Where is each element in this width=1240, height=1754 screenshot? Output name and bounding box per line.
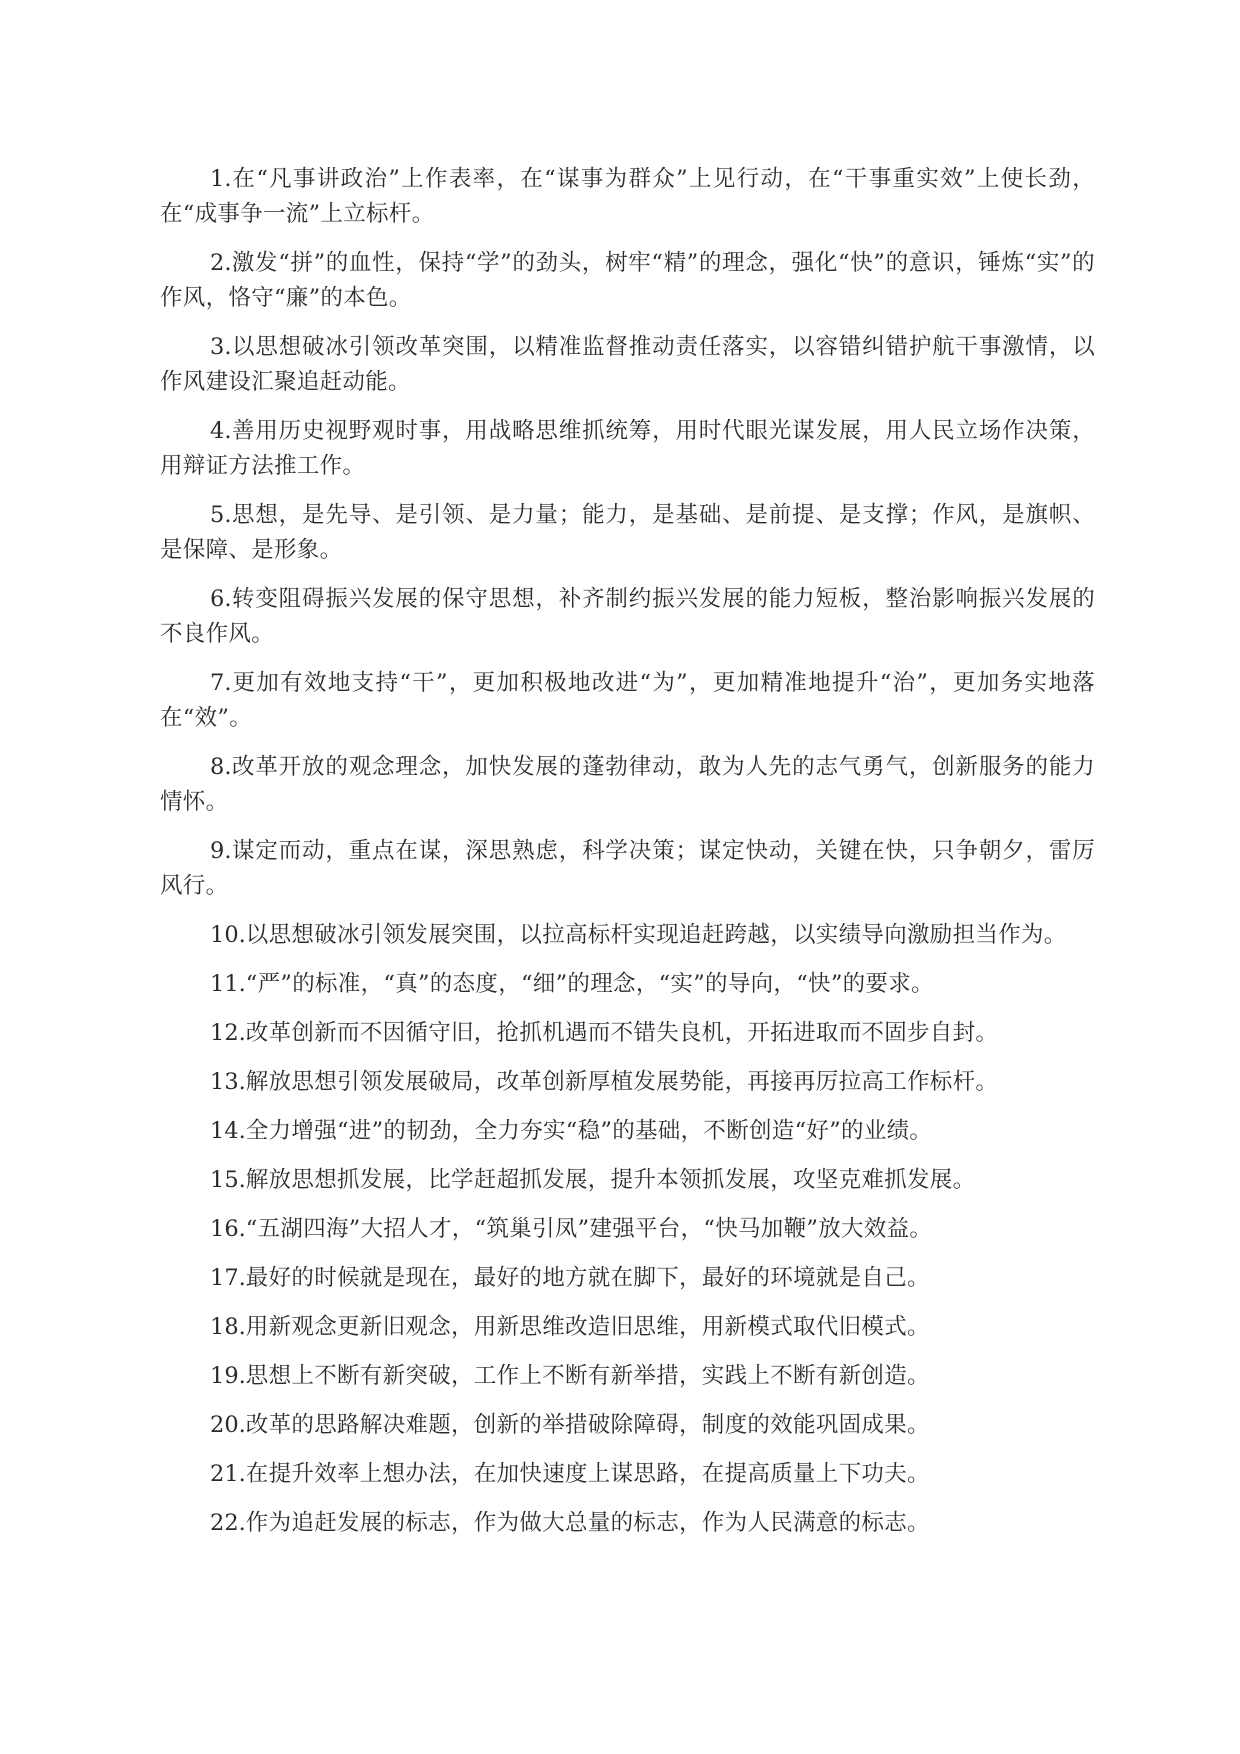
item-number: 10.: [210, 922, 246, 948]
list-item: [160, 246, 1095, 316]
item-text: 改革的思路解决难题，创新的举措破除障碍，制度的效能巩固成果。: [245, 1412, 930, 1438]
item-number: 11.: [210, 971, 246, 997]
list-item: [160, 666, 1095, 736]
item-number: 3.: [210, 334, 232, 360]
list-item: [160, 1359, 1095, 1394]
item-text: 思想，是先导、是引领、是力量；能力，是基础、是前提、是支撑；作风，是旗帜、是保障、是形象。: [160, 502, 1095, 563]
item-text: 改革开放的观念理念，加快发展的蓬勃律动，敢为人先的志气勇气，创新服务的能力情怀。: [160, 754, 1095, 815]
list-item: [160, 498, 1095, 568]
item-number: 14.: [210, 1118, 246, 1144]
list-item: [160, 1408, 1095, 1443]
list-item: [160, 1506, 1095, 1541]
item-number: 1.: [210, 166, 232, 192]
item-text: 在“凡事讲政治”上作表率，在“谋事为群众”上见行动，在“干事重实效”上使长劲，在“成事争一流”上立标杆。: [160, 166, 1095, 227]
item-text: 解放思想引领发展破局，改革创新厚植发展势能，再接再厉拉高工作标杆。: [245, 1069, 999, 1095]
item-number: 6.: [210, 586, 232, 612]
item-number: 7.: [210, 670, 232, 696]
item-number: 17.: [210, 1265, 246, 1291]
item-text: 思想上不断有新突破，工作上不断有新举措，实践上不断有新创造。: [245, 1363, 930, 1389]
list-item: [160, 1457, 1095, 1492]
list-item: [160, 582, 1095, 652]
list-item: [160, 967, 1095, 1002]
item-text: 全力增强“进”的韧劲，全力夯实“稳”的基础，不断创造“好”的业绩。: [245, 1118, 933, 1144]
item-number: 9.: [210, 838, 232, 864]
item-text: 转变阻碍振兴发展的保守思想，补齐制约振兴发展的能力短板，整治影响振兴发展的不良作风。: [160, 586, 1095, 647]
item-number: 13.: [210, 1069, 246, 1095]
item-text: 善用历史视野观时事，用战略思维抓统筹，用时代眼光谋发展，用人民立场作决策，用辩证方法推工作。: [160, 418, 1095, 479]
list-item: [160, 1163, 1095, 1198]
item-text: 解放思想抓发展，比学赶超抓发展，提升本领抓发展，攻坚克难抓发展。: [245, 1167, 976, 1193]
list-item: [160, 834, 1095, 904]
item-text: 最好的时候就是现在，最好的地方就在脚下，最好的环境就是自己。: [245, 1265, 930, 1291]
item-text: 作为追赶发展的标志，作为做大总量的标志，作为人民满意的标志。: [245, 1510, 930, 1536]
item-number: 12.: [210, 1020, 246, 1046]
item-text: 激发“拼”的血性，保持“学”的劲头，树牢“精”的理念，强化“快”的意识，锤炼“实”的作风，恪守“廉”的本色。: [160, 250, 1095, 311]
list-item: [160, 330, 1095, 400]
item-text: 用新观念更新旧观念，用新思维改造旧思维，用新模式取代旧模式。: [245, 1314, 930, 1340]
item-number: 20.: [210, 1412, 246, 1438]
list-item: [160, 1016, 1095, 1051]
item-number: 8.: [210, 754, 232, 780]
item-text: 以思想破冰引领改革突围，以精准监督推动责任落实，以容错纠错护航干事激情，以作风建设汇聚追赶动能。: [160, 334, 1095, 395]
list-item: [160, 918, 1095, 953]
list-item: [160, 162, 1095, 232]
item-number: 2.: [210, 250, 232, 276]
item-number: 19.: [210, 1363, 246, 1389]
item-number: 4.: [210, 418, 232, 444]
item-number: 18.: [210, 1314, 246, 1340]
item-number: 15.: [210, 1167, 246, 1193]
list-item: [160, 750, 1095, 820]
item-text: 谋定而动，重点在谋，深思熟虑，科学决策；谋定快动，关键在快，只争朝夕，雷厉风行。: [160, 838, 1095, 899]
item-text: 改革创新而不因循守旧，抢抓机遇而不错失良机，开拓进取而不固步自封。: [245, 1020, 999, 1046]
list-item: [160, 1065, 1095, 1100]
document-body: [160, 162, 1095, 1555]
list-item: [160, 1261, 1095, 1296]
item-number: 21.: [210, 1461, 246, 1487]
item-number: 22.: [210, 1510, 246, 1536]
item-number: 16.: [210, 1216, 246, 1242]
item-text: “五湖四海”大招人才，“筑巢引凤”建强平台，“快马加鞭”放大效益。: [245, 1216, 933, 1242]
list-item: [160, 1114, 1095, 1149]
item-text: “严”的标准，“真”的态度，“细”的理念，“实”的导向，“快”的要求。: [245, 971, 934, 997]
list-item: [160, 1212, 1095, 1247]
item-text: 以思想破冰引领发展突围，以拉高标杆实现追赶跨越，以实绩导向激励担当作为。: [245, 922, 1067, 948]
list-item: [160, 414, 1095, 484]
item-text: 在提升效率上想办法，在加快速度上谋思路，在提高质量上下功夫。: [245, 1461, 930, 1487]
item-text: 更加有效地支持“干”，更加积极地改进“为”，更加精准地提升“治”，更加务实地落在“效”。: [160, 670, 1095, 731]
list-item: [160, 1310, 1095, 1345]
item-number: 5.: [210, 502, 232, 528]
